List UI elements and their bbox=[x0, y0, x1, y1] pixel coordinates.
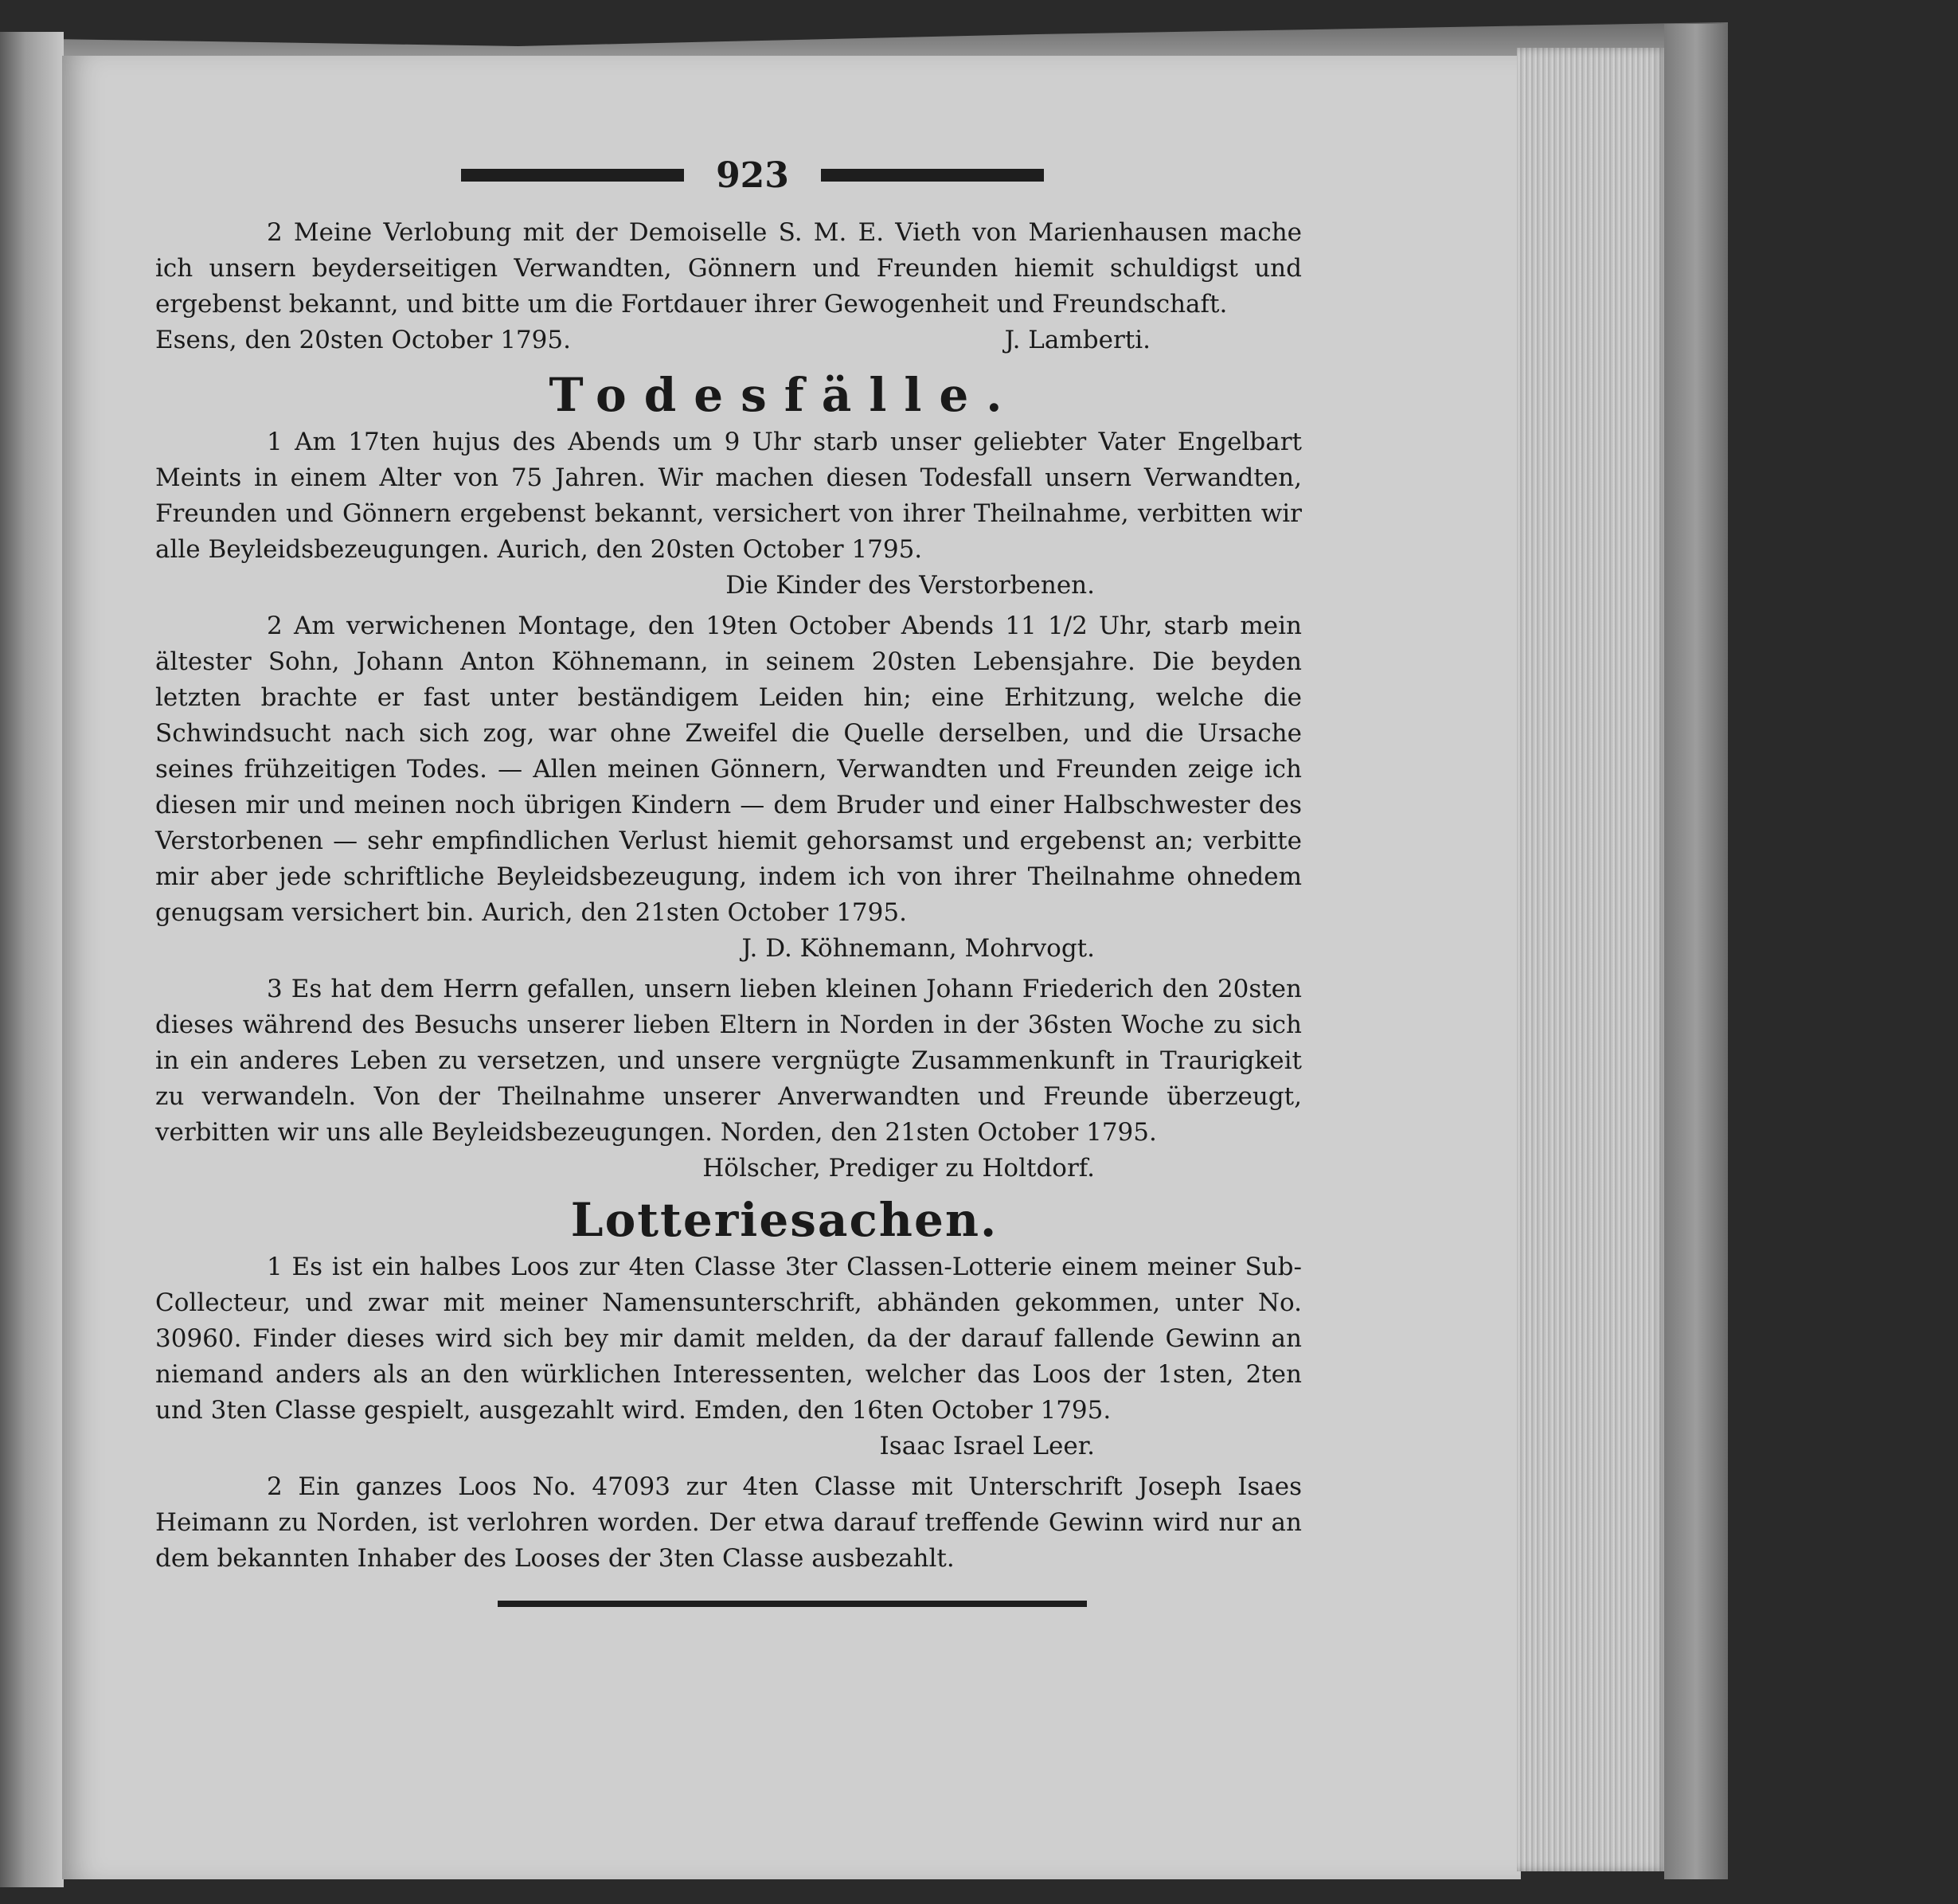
header-rule-left bbox=[461, 169, 684, 182]
death-notice-1-signature: Die Kinder des Verstorbenen. bbox=[725, 571, 1095, 600]
lottery-title: Lotteriesachen. bbox=[570, 1193, 999, 1247]
header-rule-right bbox=[821, 169, 1044, 182]
closing-rule bbox=[498, 1601, 1087, 1607]
betrothal-place-date: Esens, den 20sten October 1795. bbox=[155, 326, 571, 354]
page-block-edges bbox=[1517, 48, 1668, 1871]
deaths-title: Todesfälle. bbox=[549, 368, 1020, 422]
death-notice-2-signature: J. D. Köhnemann, Mohrvogt. bbox=[741, 934, 1095, 963]
death-notice-3-signature: Hölscher, Prediger zu Holtdorf. bbox=[702, 1154, 1095, 1183]
left-page-edge bbox=[0, 32, 64, 1887]
page-header bbox=[155, 151, 1302, 199]
death-notice-3: 3 Es hat dem Herrn gefallen, unsern lieben kleinen Johann Friederich den 20sten dieses während des Besuchs unserer lieben Eltern in Norden in der 36sten Woche zu sich in ein anderes Leben zu versetzen, und unsere vergnügte Zusammenkunft in Traurigkeit zu verwandeln. Von der Theilnahme unserer Anverwandten und Freunde überzeugt, verbitten wir uns alle Beyleidsbezeugungen. Norden, den 21sten October 1795. bbox=[155, 975, 1302, 1147]
page-number: 923 bbox=[716, 154, 789, 196]
betrothal-notice: 2 Meine Verlobung mit der Demoiselle S. M. E. Vieth von Marienhausen mache ich unsern beyderseitigen Verwandten, Gönnern und Freunden hiemit schuldigst und ergebenst bekannt, und bitte um die Fortdauer ihrer Gewogenheit und Freundschaft. bbox=[155, 218, 1302, 319]
lottery-notice-1-signature: Isaac Israel Leer. bbox=[879, 1432, 1095, 1460]
page-content bbox=[155, 151, 1302, 1607]
betrothal-footer bbox=[155, 323, 1302, 358]
death-notice-1: 1 Am 17ten hujus des Abends um 9 Uhr starb unser geliebter Vater Engelbart Meints in einem Alter von 75 Jahren. Wir machen diesen Todesfall unsern Verwandten, Freunden und Gönnern ergebenst bekannt, versichert von ihrer Theilnahme, verbitten wir alle Beyleidsbezeugungen. Aurich, den 20sten October 1795. bbox=[155, 428, 1302, 564]
lottery-notice-1: 1 Es ist ein halbes Loos zur 4ten Classe 3ter Classen-Lotterie einem meiner Sub-Collecteur, und zwar mit meiner Namensunterschrift, abhänden gekommen, unter No. 30960. Finder dieses wird sich bey mir damit melden, da der darauf fallende Gewinn an niemand anders als an den würklichen Interessenten, welcher das Loos der 1sten, 2ten und 3ten Classe gespielt, ausgezahlt wird. Emden, den 16ten October 1795. bbox=[155, 1253, 1302, 1425]
death-notice-2: 2 Am verwichenen Montage, den 19ten October Abends 11 1/2 Uhr, starb mein ältester Sohn, Johann Anton Köhnemann, in seinem 20sten Lebensjahre. Die beyden letzten brachte er fast unter beständigem Leiden hin; eine Erhitzung, welche die Schwindsucht nach sich zog, war ohne Zweifel die Quelle derselben, und die Ursache seines frühzeitigen Todes. — Allen meinen Gönnern, Verwandten und Freunden zeige ich diesen mir und meinen noch übrigen Kindern — dem Bruder und einer Halbschwester des Verstorbenen — sehr empfindlichen Verlust hiemit gehorsamst und ergebenst an; verbitte mir aber jede schriftliche Beyleidsbezeugung, indem ich von ihrer Theilnahme ohnedem genugsam versichert bin. Aurich, den 21sten October 1795. bbox=[155, 612, 1302, 927]
lottery-notice-2: 2 Ein ganzes Loos No. 47093 zur 4ten Classe mit Unterschrift Joseph Isaes Heimann zu Norden, ist verlohren worden. Der etwa darauf treffende Gewinn wird nur an dem bekannten Inhaber des Looses der 3ten Classe ausbezahlt. bbox=[155, 1472, 1302, 1573]
book-cover-right bbox=[1664, 24, 1728, 1879]
betrothal-signature: J. Lamberti. bbox=[1004, 326, 1151, 354]
